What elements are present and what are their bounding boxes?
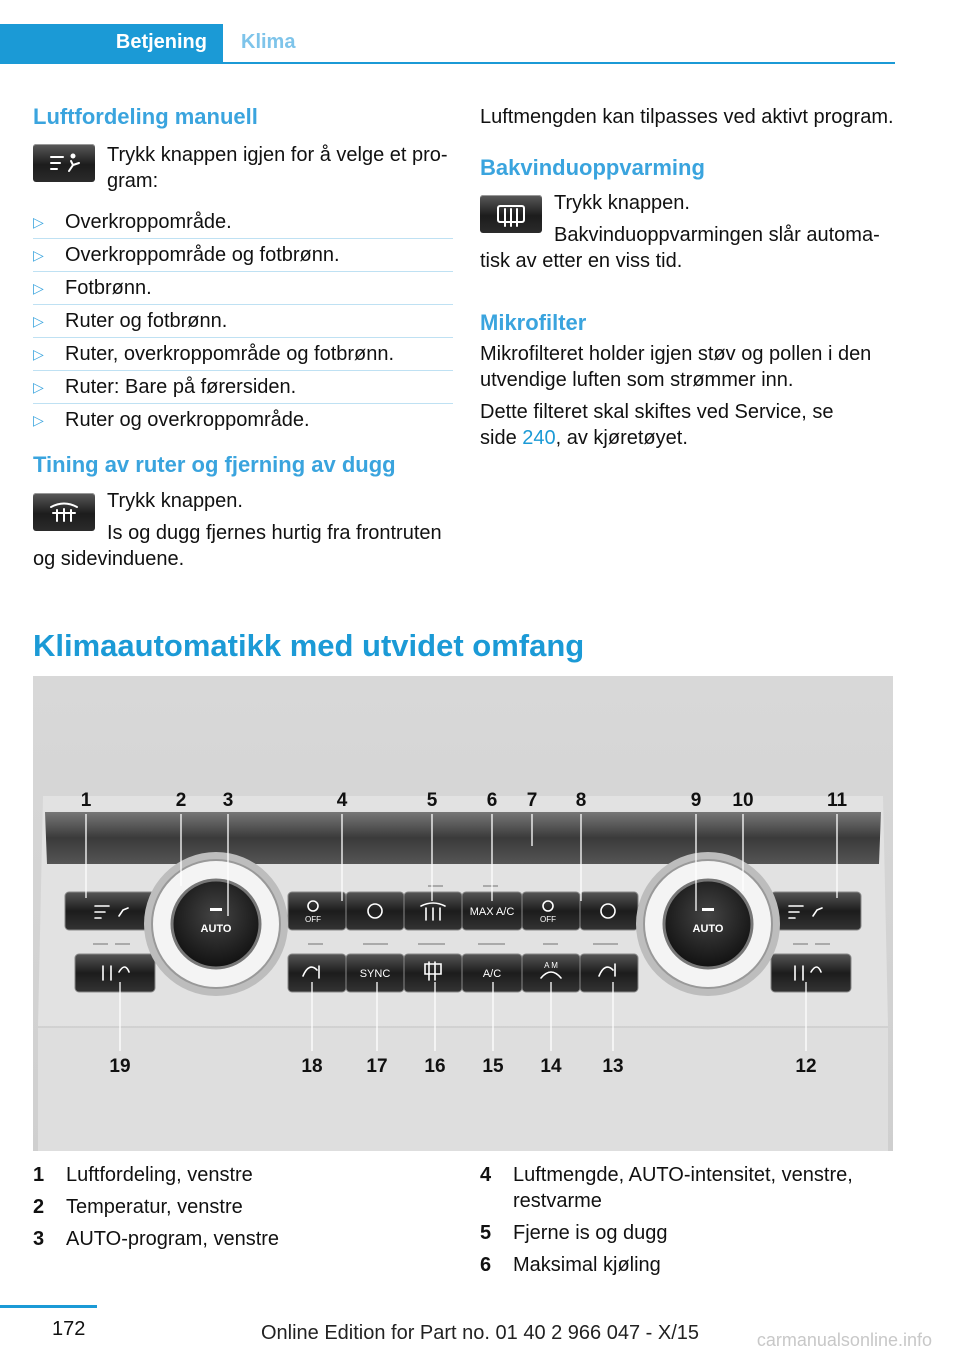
triangle-bullet-icon: ▷ <box>33 346 44 362</box>
auto-right-label: AUTO <box>692 923 724 935</box>
section-title-luftfordeling: Luftfordeling manuell <box>33 104 258 129</box>
triangle-bullet-icon: ▷ <box>33 313 44 329</box>
rear-heat-text1: Trykk knappen. <box>554 192 690 214</box>
am-label: A M <box>544 961 558 970</box>
defrost-text3: og sidevinduene. <box>33 548 185 570</box>
callout-6: 6 <box>486 790 498 811</box>
rear-heat-text3: tisk av etter en viss tid. <box>480 250 683 272</box>
tab-klima[interactable]: Klima <box>241 31 296 53</box>
triangle-bullet-icon: ▷ <box>33 412 44 428</box>
watermark: carmanualsonline.info <box>756 1330 932 1350</box>
right-intro: Luftmengden kan tilpasses ved aktivt program. <box>480 106 894 128</box>
legend-right <box>480 1162 880 1284</box>
list-item: ▷ Overkroppområde. <box>33 206 453 239</box>
off-left-label: OFF <box>305 915 321 924</box>
section1-instruction: Trykk knappen igjen for å velge et pro- gram: <box>107 144 448 192</box>
legend-item: 3 AUTO-program, venstre <box>33 1228 280 1250</box>
section-title-bakvindu: Bakvinduoppvarming <box>480 155 705 180</box>
air-distribution-list <box>33 206 453 436</box>
auto-left-label: AUTO <box>200 923 232 935</box>
callout-13: 13 <box>602 1056 624 1077</box>
defrost-button-icon <box>33 493 95 531</box>
legend-item: 2 Temperatur, venstre <box>33 1196 243 1218</box>
off-right-label: OFF <box>540 915 556 924</box>
section-title-tining: Tining av ruter og fjerning av dugg <box>33 452 396 477</box>
list-item: ▷ Ruter og overkroppområde. <box>33 404 453 436</box>
triangle-bullet-icon: ▷ <box>33 280 44 296</box>
legend-item: 1 Luftfordeling, venstre <box>33 1164 253 1186</box>
page-title: Klimaautomatikk med utvidet omfang <box>33 628 585 663</box>
page-number: 172 <box>52 1318 86 1340</box>
section-title-mikrofilter: Mikrofilter <box>480 310 587 335</box>
microfilter-text2: Dette filteret skal skiftes ved Service, se side 240, av kjøretøyet. <box>480 401 834 449</box>
tab-betjening[interactable]: Betjening <box>0 24 223 62</box>
page-link[interactable]: 240 <box>522 427 556 449</box>
list-item: ▷ Ruter: Bare på førersiden. <box>33 371 453 404</box>
list-item: ▷ Ruter, overkroppområde og fotbrønn. <box>33 338 453 371</box>
callout-4: 4 <box>336 790 348 811</box>
legend-item: 5 Fjerne is og dugg <box>480 1222 668 1244</box>
callout-5: 5 <box>426 790 438 811</box>
rear-window-heat-button-icon <box>480 195 542 233</box>
sync-label: SYNC <box>359 968 391 980</box>
defrost-text1: Trykk knappen. <box>107 490 243 512</box>
list-item: ▷ Ruter og fotbrønn. <box>33 305 453 338</box>
air-distribution-button-icon <box>33 144 95 182</box>
list-item: ▷ Overkroppområde og fotbrønn. <box>33 239 453 272</box>
triangle-bullet-icon: ▷ <box>33 379 44 395</box>
footer-edition: Online Edition for Part no. 01 40 2 966 047 - X/15 <box>260 1322 700 1344</box>
defrost-text2: Is og dugg fjernes hurtig fra frontruten <box>107 522 442 544</box>
ac-label: A/C <box>482 968 502 980</box>
page-number-rule <box>0 1305 97 1308</box>
callout-12: 12 <box>795 1056 817 1077</box>
legend-item: 6 Maksimal kjøling <box>480 1254 661 1276</box>
triangle-bullet-icon: ▷ <box>33 247 44 263</box>
callout-19: 19 <box>109 1056 131 1077</box>
callout-9: 9 <box>690 790 702 811</box>
callout-16: 16 <box>424 1056 446 1077</box>
rear-heat-text2: Bakvinduoppvarmingen slår automa- <box>554 224 880 246</box>
header-tabbar <box>0 24 895 64</box>
callout-2: 2 <box>175 790 187 811</box>
legend-left <box>33 1162 453 1258</box>
list-item: ▷ Fotbrønn. <box>33 272 453 305</box>
callout-17: 17 <box>366 1056 388 1077</box>
callout-8: 8 <box>575 790 587 811</box>
callout-11: 11 <box>826 790 848 811</box>
microfilter-text1: Mikrofilteret holder igjen støv og pollen i den utvendige luften som strømmer inn. <box>480 343 872 391</box>
callout-18: 18 <box>301 1056 323 1077</box>
callout-10: 10 <box>732 790 754 811</box>
callout-15: 15 <box>482 1056 504 1077</box>
climate-control-panel-image <box>33 676 893 1151</box>
callout-7: 7 <box>526 790 538 811</box>
callout-3: 3 <box>222 790 234 811</box>
legend-item: 4 Luftmengde, AUTO-intensitet, venstre, restvarme <box>480 1164 853 1212</box>
callout-14: 14 <box>540 1056 562 1077</box>
triangle-bullet-icon: ▷ <box>33 214 44 230</box>
max-ac-label: MAX A/C <box>469 906 515 918</box>
callout-1: 1 <box>80 790 92 811</box>
